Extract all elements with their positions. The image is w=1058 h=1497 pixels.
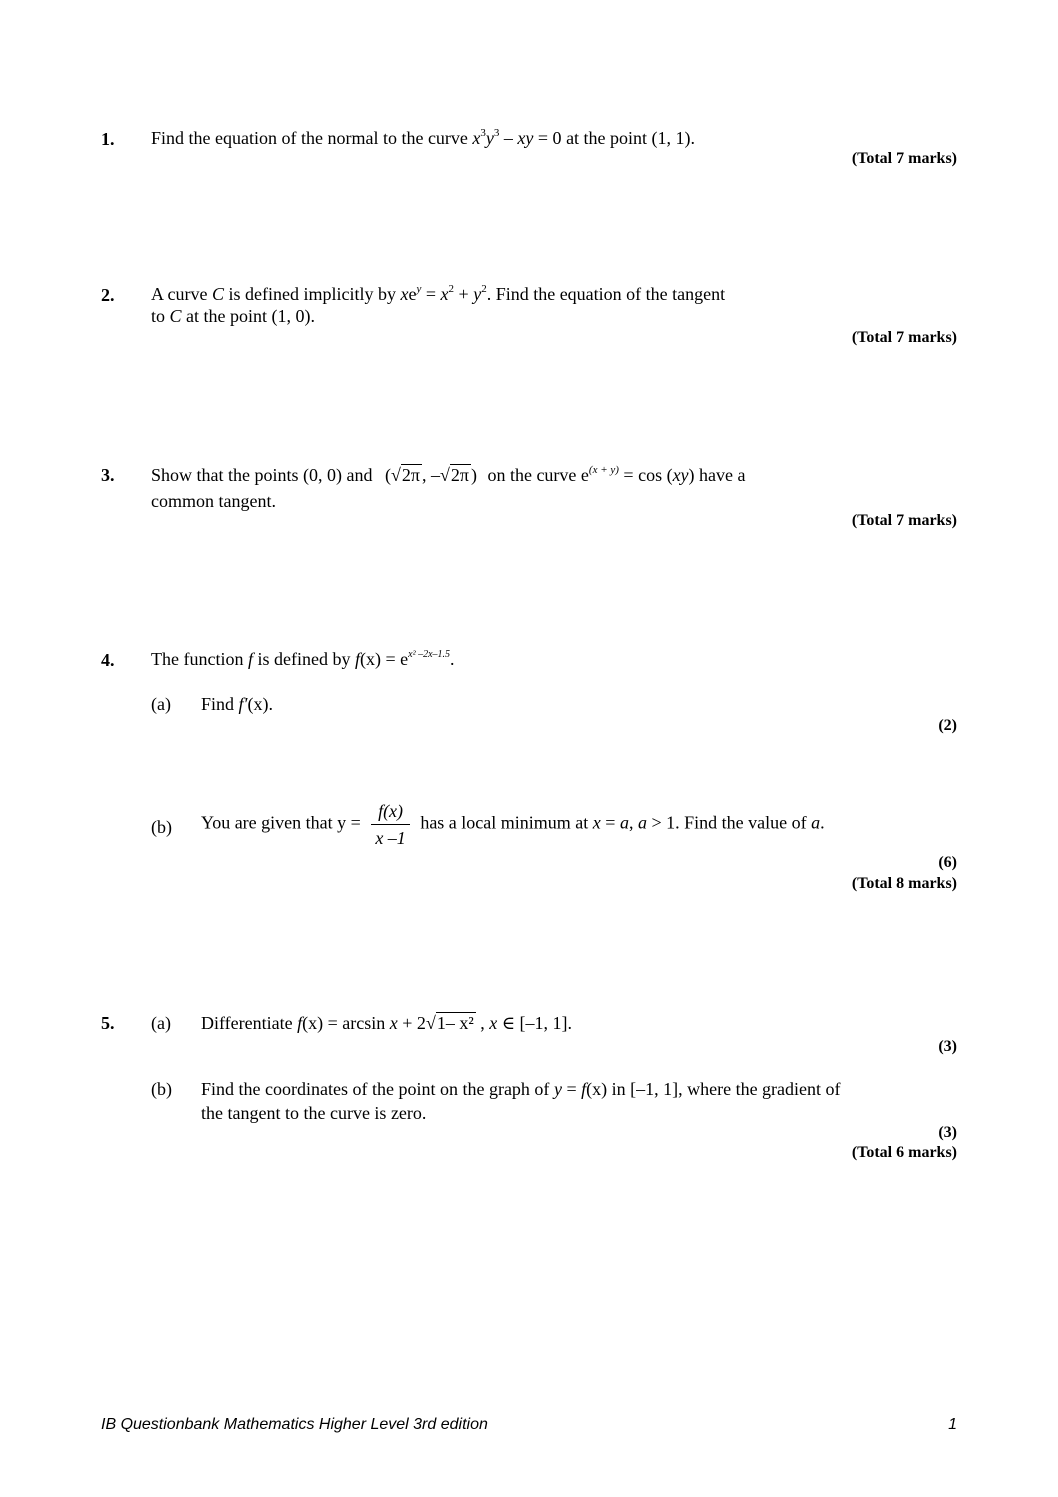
- question-5b-text-line1: [201, 1080, 841, 1098]
- question-5-number: 5.: [101, 1013, 115, 1033]
- q5b-line1-b: in [–1, 1], where the gradient of: [607, 1079, 841, 1099]
- q5a-comma: ,: [475, 1013, 490, 1033]
- q3-text-c: = cos (: [618, 465, 673, 485]
- question-4-number: 4.: [101, 650, 115, 670]
- question-2-number: 2.: [101, 285, 115, 305]
- q2-line2-b: at the point (1, 0).: [181, 306, 316, 326]
- q5a-plus: + 2: [397, 1013, 426, 1033]
- q3-sqrt-a: 2π: [401, 465, 420, 485]
- q2-eq-plus: +: [454, 284, 474, 304]
- q5a-eq: = arcsin: [323, 1013, 390, 1033]
- q4b-dot: .: [820, 812, 825, 833]
- question-1-text: [151, 129, 695, 147]
- question-4a-label: (a): [151, 694, 171, 714]
- q4-eq: = e: [381, 649, 409, 669]
- q5b-f: f: [581, 1079, 587, 1099]
- q4b-text-b: has a local minimum at: [415, 812, 593, 833]
- q5a-f: f: [297, 1013, 303, 1033]
- question-4a-marks: (2): [938, 717, 957, 734]
- q3-sqrt-b: 2π: [450, 465, 469, 485]
- question-3-text-line2: common tangent.: [151, 491, 276, 511]
- q3-point-open: (: [384, 465, 391, 485]
- question-3-number: 3.: [101, 465, 115, 485]
- question-4b-label: (b): [151, 817, 172, 837]
- question-2-text-line1: [151, 285, 725, 303]
- q4-text-a: The function: [151, 649, 248, 669]
- q2-eq-x2: x: [440, 284, 449, 304]
- q5b-arg: (x): [586, 1079, 608, 1099]
- q3-exponent: (x + y): [588, 464, 619, 476]
- q2-curve-c: C: [211, 284, 224, 304]
- q5a-x: x: [389, 1013, 398, 1033]
- q4a-arg: (x): [247, 694, 269, 714]
- question-4b-text: [201, 802, 825, 847]
- question-4b-marks: (6): [938, 854, 957, 871]
- q1-eq-end: = 0: [533, 128, 562, 148]
- q1-eq-x: x: [472, 128, 481, 148]
- q1-eq-mid: –: [499, 128, 518, 148]
- question-5a-text: Differentiate f(x) = arcsin x + 2√1– x² , x ∈ [–1, 1].: [201, 1013, 573, 1033]
- q3-point-close: ): [470, 465, 477, 485]
- q4b-fraction: [371, 802, 410, 847]
- question-2-text-line2: [151, 307, 315, 325]
- q2-text-c: . Find the equation of the tangent: [486, 284, 726, 304]
- question-5-total-marks: (Total 6 marks): [851, 1144, 957, 1161]
- q3-text-d: ) have a: [688, 465, 746, 485]
- question-5a-label: (a): [151, 1013, 171, 1033]
- question-1-number: 1.: [101, 129, 115, 149]
- q4b-gt: > 1. Find the value of: [646, 812, 812, 833]
- q2-line2-c: C: [169, 306, 182, 326]
- q5a-x2: x: [489, 1013, 498, 1033]
- question-1-total-marks: (Total 7 marks): [851, 150, 957, 167]
- q3-point-comma: , –: [421, 465, 440, 485]
- question-3-total-marks: (Total 7 marks): [851, 512, 957, 529]
- q3-text-b: on the curve e: [482, 465, 589, 485]
- q4a-text: Find: [201, 694, 239, 714]
- q4b-text-a: You are given that y =: [201, 812, 366, 833]
- q4b-numerator: f(x): [371, 802, 410, 825]
- q4a-dot: .: [268, 694, 273, 714]
- question-3-text-line1: Show that the points (0, 0) and (√2π , –√2π ) on the curve $e^{(x + y)} = \cos (xy)$ have a: [151, 464, 746, 485]
- q5a-text-a: Differentiate: [201, 1013, 298, 1033]
- q4b-x: x: [592, 812, 601, 833]
- q4-end: .: [450, 649, 455, 669]
- q4-fx: f: [354, 649, 360, 669]
- question-5a-marks: (3): [938, 1038, 957, 1055]
- question-4a-text: [201, 695, 273, 713]
- q4-exponent: x² –2x–1.5: [408, 649, 451, 660]
- q5b-eq: =: [561, 1079, 582, 1099]
- q4b-denominator: x –1: [375, 828, 406, 848]
- q4b-comma: ,: [628, 812, 638, 833]
- footer-page-number: 1: [948, 1416, 957, 1433]
- q1-eq-xy: xy: [517, 128, 534, 148]
- q3-xy: xy: [672, 465, 689, 485]
- question-1-text-b: at the point (1, 1).: [561, 128, 696, 148]
- q2-eq-sup3: 2: [481, 283, 487, 295]
- footer-title: IB Questionbank Mathematics Higher Level 3rd edition: [101, 1416, 488, 1433]
- q4b-eq: =: [600, 812, 620, 833]
- q5b-y: y: [553, 1079, 562, 1099]
- question-2-total-marks: (Total 7 marks): [851, 329, 957, 346]
- q2-text-b: is defined implicitly by: [224, 284, 401, 304]
- q2-text-a: A curve: [151, 284, 212, 304]
- q1-eq-sup1: 3: [480, 127, 486, 139]
- q4-fx-arg: (x): [360, 649, 381, 669]
- q2-eq-x: x: [400, 284, 409, 304]
- question-1-text-a: Find the equation of the normal to the curve: [151, 128, 473, 148]
- q4a-fprime: f′: [238, 694, 248, 714]
- q2-eq-sup2: 2: [448, 283, 455, 295]
- q5a-arg: (x): [302, 1013, 324, 1033]
- q2-line2-a: to: [151, 306, 170, 326]
- q4b-a2: a: [637, 812, 647, 833]
- q2-eq-y2: y: [473, 284, 482, 304]
- q3-text-a: Show that the points (0, 0) and: [151, 465, 377, 485]
- q4-f: f: [247, 649, 253, 669]
- q5a-radicand: 1– x²: [436, 1013, 474, 1033]
- question-4-text: [151, 650, 455, 668]
- q1-eq-y: y: [485, 128, 494, 148]
- q2-eq-sup-y: y: [416, 283, 422, 295]
- question-5b-text-line2: the tangent to the curve is zero.: [201, 1103, 427, 1123]
- q5b-line1-a: Find the coordinates of the point on the graph of: [201, 1079, 554, 1099]
- question-5b-label: (b): [151, 1079, 172, 1099]
- q4b-a3: a: [811, 812, 821, 833]
- q4-text-b: is defined by: [253, 649, 355, 669]
- question-5b-marks: (3): [938, 1124, 957, 1141]
- q5a-domain: ∈ [–1, 1].: [497, 1013, 573, 1033]
- q1-eq-sup2: 3: [493, 127, 500, 139]
- q4b-a1: a: [619, 812, 629, 833]
- question-4-total-marks: (Total 8 marks): [851, 875, 957, 892]
- q2-eq-e: e: [408, 284, 417, 304]
- q2-eq-mid: =: [421, 284, 441, 304]
